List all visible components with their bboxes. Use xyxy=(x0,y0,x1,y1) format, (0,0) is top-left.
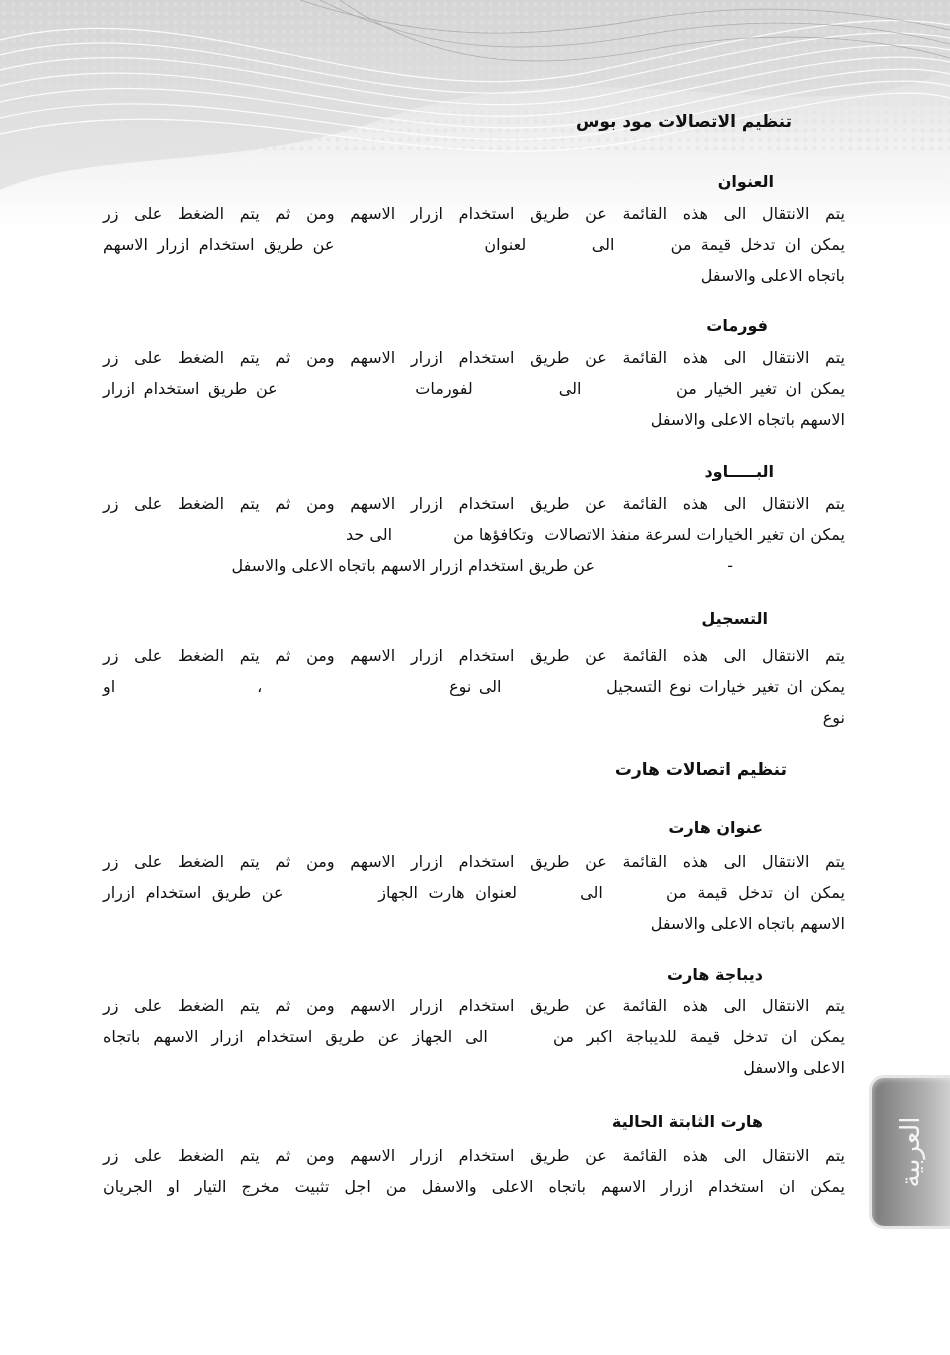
hart-address-heading: عنوان هارت xyxy=(668,818,763,837)
paragraph-line: الاسهم باتجاه الاعلى والاسفل xyxy=(650,914,845,933)
paragraph-line: يتم الانتقال الى هذه القائمة عن طريق استخدام ازرار الاسهم ومن ثم يتم الضغط على زر xyxy=(103,996,845,1015)
hart-preamble-paragraph xyxy=(103,990,845,1083)
address-heading: العنوان xyxy=(717,172,774,191)
paragraph-line: يتم الانتقال الى هذه القائمة عن طريق استخدام ازرار الاسهم ومن ثم يتم الضغط على زر xyxy=(103,348,845,367)
paragraph-line: يمكن ان تدخل قيمة من الى لعنوان عن طريق استخدام ازرار الاسهم xyxy=(103,235,845,254)
paragraph-line: يمكن ان تدخل قيمة للديباجة اكبر من الى الجهاز عن طريق استخدام ازرار الاسهم باتجاه xyxy=(103,1027,845,1046)
language-tab-label: العربية xyxy=(896,1116,926,1188)
address-paragraph xyxy=(103,198,845,291)
paragraph-line: يتم الانتقال الى هذه القائمة عن طريق استخدام ازرار الاسهم ومن ثم يتم الضغط على زر xyxy=(103,1146,845,1165)
paragraph-line: يمكن ان تغير الخيار من الى لفورمات عن طريق استخدام ازرار xyxy=(103,379,845,398)
formats-paragraph xyxy=(103,342,845,435)
formats-heading: فورمات xyxy=(706,316,768,335)
baud-line-text: عن طريق استخدام ازرار الاسهم باتجاه الاعلى والاسفل xyxy=(231,556,595,575)
paragraph-line: نوع xyxy=(822,708,845,727)
baud-dash: - xyxy=(727,556,733,575)
paragraph-line: يمكن ان تدخل قيمة من الى لعنوان هارت الجهاز عن طريق استخدام ازرار xyxy=(103,883,845,902)
baud-heading: البـــــاود xyxy=(704,462,774,481)
paragraph-line: الاعلى والاسفل xyxy=(743,1058,845,1077)
paragraph-line: يمكن ان استخدام ازرار الاسهم باتجاه الاعلى والاسفل من اجل تثبيت مخرج التيار او الجريان xyxy=(103,1177,845,1196)
paragraph-line: يمكن ان تغير الخيارات لسرعة منفذ الاتصالات وتكافؤها من الى حد xyxy=(346,525,845,544)
logging-heading: التسجيل xyxy=(701,609,768,628)
hart-preamble-heading: ديباجة هارت xyxy=(667,965,763,984)
paragraph-line: يمكن ان تغير خيارات نوع التسجيل الى نوع ، او xyxy=(103,677,845,696)
paragraph-line: يتم الانتقال الى هذه القائمة عن طريق استخدام ازرار الاسهم ومن ثم يتم الضغط على زر xyxy=(103,204,845,223)
baud-paragraph xyxy=(103,488,845,581)
paragraph-line: الاسهم باتجاه الاعلى والاسفل xyxy=(650,410,845,429)
paragraph-line xyxy=(103,550,845,581)
logging-paragraph xyxy=(103,640,845,733)
hart-section-title: تنظيم اتصالات هارت xyxy=(614,760,787,780)
language-side-tab xyxy=(872,1078,950,1226)
modbus-section-title: تنظيم الاتصالات مود بوس xyxy=(575,112,792,132)
hart-address-paragraph xyxy=(103,846,845,939)
hart-fixed-current-paragraph xyxy=(103,1140,845,1202)
paragraph-line: يتم الانتقال الى هذه القائمة عن طريق استخدام ازرار الاسهم ومن ثم يتم الضغط على زر xyxy=(103,646,845,665)
paragraph-line: يتم الانتقال الى هذه القائمة عن طريق استخدام ازرار الاسهم ومن ثم يتم الضغط على زر xyxy=(103,852,845,871)
paragraph-line: باتجاه الاعلى والاسفل xyxy=(700,266,845,285)
hart-fixed-current-heading: هارت الثابتة الحالية xyxy=(611,1112,763,1131)
paragraph-line: يتم الانتقال الى هذه القائمة عن طريق استخدام ازرار الاسهم ومن ثم يتم الضغط على زر xyxy=(103,494,845,513)
